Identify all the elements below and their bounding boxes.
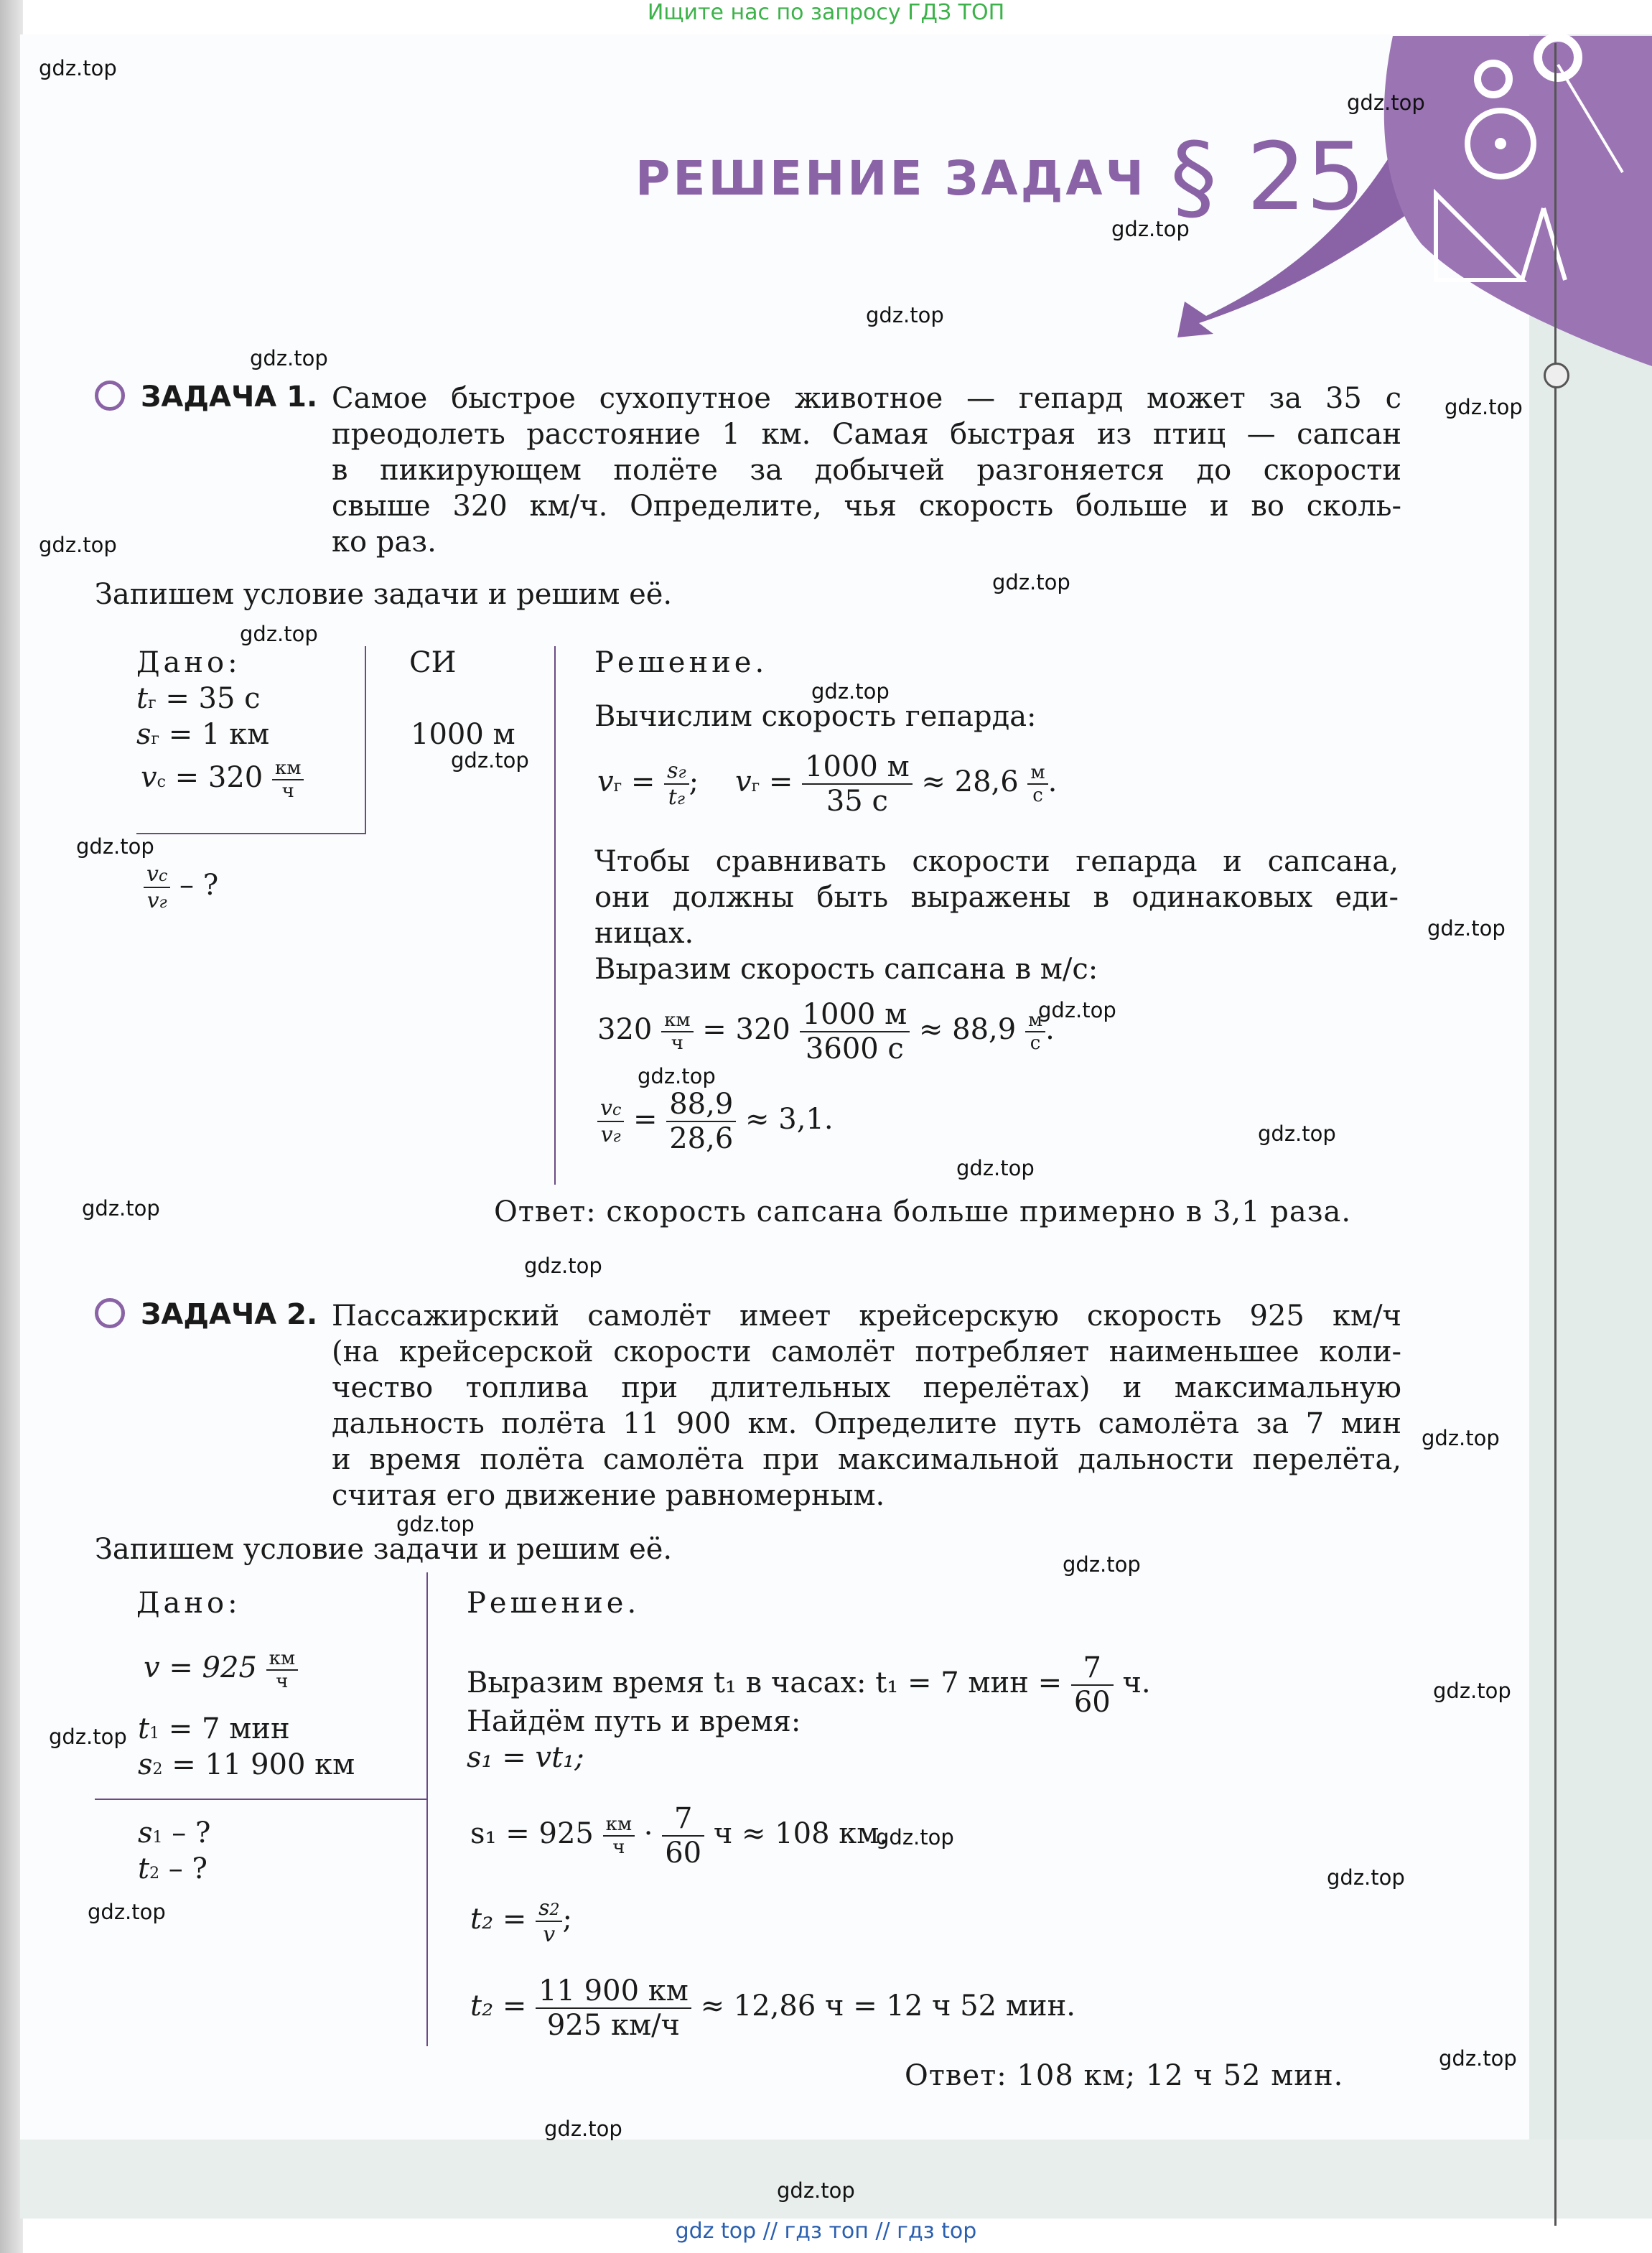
- top-banner[interactable]: Ищите нас по запросу ГДЗ ТОП: [647, 0, 1005, 25]
- task1-text: [332, 381, 1401, 560]
- solution-step: Найдём путь и время:: [467, 1705, 801, 1738]
- task2-line: Пассажирский самолёт имеет крейсерскую скорость 925 км/ч: [332, 1300, 1401, 1333]
- solution-line: Чтобы сравнивать скорости гепарда и сапсана,: [594, 845, 1399, 878]
- watermark: gdz.top: [1063, 1552, 1141, 1577]
- watermark: gdz.top: [1433, 1679, 1511, 1703]
- task2-intro: Запишем условие задачи и решим её.: [95, 1533, 673, 1566]
- task2-line: дальность полёта 11 900 км. Определите путь самолёта за 7 мин: [332, 1407, 1401, 1440]
- watermark: gdz.top: [396, 1512, 475, 1536]
- given-v: vс = 320 $\frac{км}{ч}$: [141, 757, 304, 802]
- bullet-circle-icon: [95, 1298, 125, 1328]
- footer-links[interactable]: gdz top // гдз топ // гдз top: [675, 2219, 977, 2244]
- page-ring: [1544, 363, 1569, 388]
- unknown-t2: t2 – ?: [138, 1852, 207, 1885]
- given-s: sг = 1 км: [136, 718, 270, 751]
- page-title: РЕШЕНИЕ ЗАДАЧ: [635, 151, 1147, 206]
- table-divider: [554, 646, 556, 1185]
- formula-conversion: 320 $\frac{км}{ч}$ = 320 $\frac{1000 м}{3600 с}$ ≈ 88,9 $\frac{м}{с}$ .: [597, 998, 1055, 1065]
- unknown-ratio: $\frac{vс}{vг}$ – ?: [144, 862, 218, 913]
- task1-answer: Ответ: скорость сапсана больше примерно в 3,1 раза.: [494, 1195, 1352, 1228]
- task2-answer: Ответ: 108 км; 12 ч 52 мин.: [905, 2059, 1344, 2092]
- table-divider: [365, 646, 366, 833]
- table-divider: [426, 1572, 428, 2046]
- watermark: gdz.top: [956, 1156, 1035, 1180]
- solution-line: Выразим скорость сапсана в м/с:: [594, 953, 1098, 986]
- watermark: gdz.top: [777, 2178, 855, 2203]
- watermark: gdz.top: [1111, 217, 1190, 241]
- watermark: gdz.top: [49, 1725, 127, 1749]
- watermark: gdz.top: [451, 748, 529, 773]
- bullet-circle-icon: [95, 381, 125, 411]
- task2-line: чество топлива при длительных перелётах) и максимальную: [332, 1371, 1401, 1404]
- watermark: gdz.top: [1422, 1426, 1500, 1450]
- given-v: v = 925 $\frac{км}{ч}$: [144, 1648, 298, 1692]
- formula-v-cheetah: vг = $\frac{sг}{tг}$ ; vг = $\frac{1000 м}{35 с}$ ≈ 28,6 $\frac{м}{с}$ .: [597, 750, 1058, 818]
- watermark: gdz.top: [82, 1196, 160, 1221]
- section-number: § 25: [1170, 122, 1366, 231]
- table-divider: [136, 833, 366, 834]
- watermark: gdz.top: [1347, 90, 1425, 115]
- watermark: gdz.top: [39, 533, 117, 557]
- given-t: tг = 35 с: [136, 682, 261, 715]
- task1-line: преодолеть расстояние 1 км. Самая быстрая из птиц — сапсан: [332, 418, 1401, 451]
- task1-line: Самое быстрое сухопутное животное — гепард может за 35 с: [332, 382, 1401, 415]
- formula-t2-calc: t₂ = $\frac{11 900 км}{925 км/ч}$ ≈ 12,86 ч = 12 ч 52 мин.: [470, 1974, 1075, 2042]
- watermark: gdz.top: [1327, 1865, 1405, 1890]
- watermark: gdz.top: [876, 1825, 954, 1849]
- given-label: Дано:: [136, 1587, 241, 1620]
- task2-text: [332, 1298, 1401, 1513]
- task1-intro: Запишем условие задачи и решим её.: [95, 578, 673, 611]
- given-s2: s2 = 11 900 км: [138, 1748, 355, 1781]
- formula-s1: s₁ = vt₁;: [467, 1741, 584, 1774]
- si-value: 1000 м: [411, 718, 515, 751]
- si-label: СИ: [409, 646, 457, 679]
- solution-label: Решение.: [467, 1587, 640, 1620]
- watermark: gdz.top: [250, 346, 328, 370]
- watermark: gdz.top: [88, 1900, 166, 1924]
- task2-label: ЗАДАЧА 2.: [141, 1298, 318, 1331]
- task1-line: свыше 320 км/ч. Определите, чья скорость больше и во сколь-: [332, 490, 1401, 523]
- watermark: gdz.top: [811, 679, 890, 704]
- given-label: Дано:: [136, 646, 241, 679]
- watermark: gdz.top: [76, 834, 154, 859]
- watermark: gdz.top: [1038, 998, 1116, 1022]
- watermark: gdz.top: [866, 303, 944, 327]
- formula-ratio: $\frac{vс}{vг}$ = $\frac{88,9}{28,6}$ ≈ 3,1.: [597, 1088, 834, 1155]
- watermark: gdz.top: [1258, 1121, 1336, 1146]
- watermark: gdz.top: [1439, 2046, 1517, 2071]
- watermark: gdz.top: [638, 1064, 716, 1088]
- watermark: gdz.top: [544, 2117, 622, 2141]
- watermark: gdz.top: [240, 622, 318, 646]
- table-divider: [95, 1799, 426, 1800]
- given-t1: t1 = 7 мин: [138, 1712, 290, 1745]
- formula-s1-calc: s₁ = 925 $\frac{км}{ч}$ · $\frac{7}{60}$ ч ≈ 108 км.: [470, 1802, 889, 1870]
- solution-line: ницах.: [594, 917, 694, 950]
- formula-t2: t₂ = $\frac{s2}{v}$ ;: [470, 1895, 572, 1947]
- watermark: gdz.top: [524, 1254, 602, 1278]
- task1-line: ко раз.: [332, 526, 437, 559]
- task1-label: ЗАДАЧА 1.: [141, 381, 318, 414]
- watermark: gdz.top: [1427, 916, 1506, 941]
- watermark: gdz.top: [1445, 395, 1523, 419]
- solution-line: они должны быть выражены в одинаковых еди-: [594, 881, 1399, 914]
- watermark: gdz.top: [39, 56, 117, 80]
- solution-step: Выразим время t₁ в часах: t₁ = 7 мин = $\frac{7}{60}$ ч.: [467, 1651, 1151, 1719]
- solution-step: Вычислим скорость гепарда:: [594, 700, 1037, 733]
- task2-line: (на крейсерской скорости самолёт потребляет наименьшее коли-: [332, 1335, 1401, 1368]
- watermark: gdz.top: [992, 570, 1070, 594]
- task2-line: и время полёта самолёта при максимальной дальности перелёта,: [332, 1443, 1401, 1476]
- solution-label: Решение.: [594, 646, 768, 679]
- solution-text: [594, 844, 1399, 987]
- task2-line: считая его движение равномерным.: [332, 1479, 885, 1512]
- unknown-s1: s1 – ?: [138, 1816, 211, 1849]
- task1-line: в пикирующем полёте за добычей разгоняется до скорости: [332, 454, 1401, 487]
